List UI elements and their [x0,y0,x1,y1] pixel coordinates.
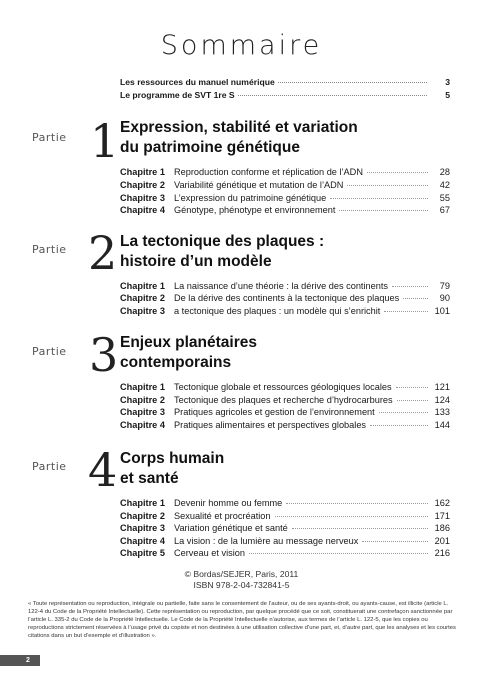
part-number: 2 [88,226,118,280]
chapter-entry[interactable]: Chapitre 1 Reproduction conforme et réplication de l’ADN 28 [120,167,450,177]
part-title: La tectonique des plaques : histoire d’un modèle [120,233,325,270]
chapter-entry[interactable]: Chapitre 2 Sexualité et procréation 171 [120,511,450,521]
copyright: © Bordas/SEJER, Paris, 2011 [184,569,299,579]
part-number: 4 [88,443,118,497]
isbn: ISBN 978-2-04-732841-5 [193,580,290,590]
partie-label: Partie [32,460,67,473]
partie-label: Partie [32,131,67,144]
partie-label: Partie [32,345,67,358]
intro-line[interactable] [120,90,450,100]
part-title: Enjeux planétaires contemporains [120,334,257,371]
dot-leader [278,82,427,83]
part-title: Expression, stabilité et variation du patrimoine génétique [120,119,358,156]
legal-notice: « Toute représentation ou reproduction, intégrale ou partielle, faite sans le consentement de l’auteur, ou de ses ayants-droit, ou ayants-cause, est illicite (article L. 122-4 du Code de la Propriété Intellectuelle). Cette représentation ou reproduction, par quelque procédé que ce soit, constituerait une contrefaçon sanctionnée par l’article L. 335-2 du Code de la Propriété Intellectuelle. Le Code de la Propriété Intellectuelle n’autorise, aux termes de l’article L. 122-5, que les copies ou reproductions strictement réservées à l’usage privé du copiste et non destinées à une utilisation collective d’une part, et, d’autre part, que les analyses et les courtes citations dans un but d’exemple et d’illustration ». [28,601,456,639]
partie-label: Partie [32,243,67,256]
chapter-entry[interactable]: Chapitre 4 La vision : de la lumière au message nerveux 201 [120,536,450,546]
chapter-entry[interactable]: Chapitre 3 L’expression du patrimoine génétique 55 [120,193,450,203]
chapter-entry[interactable]: Chapitre 3 a tectonique des plaques : un modèle qui s’enrichit 101 [120,306,450,316]
part-number: 1 [90,114,120,168]
chapter-entry[interactable]: Chapitre 2 Tectonique des plaques et recherche d’hydrocarbures 124 [120,395,450,405]
chapter-entry[interactable]: Chapitre 2 De la dérive des continents à la tectonique des plaques 90 [120,293,450,303]
page-number-badge: 2 [0,655,40,666]
part-title: Corps humain et santé [120,450,225,487]
chapter-entry[interactable]: Chapitre 3 Variation génétique et santé 186 [120,523,450,533]
page-title: Sommaire [160,30,323,61]
intro-page: 3 [445,77,450,87]
chapter-entry[interactable]: Chapitre 4 Génotype, phénotype et environnement 67 [120,205,450,215]
chapter-entry[interactable]: Chapitre 1 Tectonique globale et ressources géologiques locales 121 [120,382,450,392]
chapter-entry[interactable]: Chapitre 3 Pratiques agricoles et gestion de l’environnement 133 [120,407,450,417]
chapter-entry[interactable]: Chapitre 4 Pratiques alimentaires et perspectives globales 144 [120,420,450,430]
chapter-entry[interactable]: Chapitre 2 Variabilité génétique et mutation de l’ADN 42 [120,180,450,190]
part-number: 3 [89,328,119,382]
intro-label: Le programme de SVT 1re S [120,90,235,100]
intro-line[interactable] [120,77,450,87]
chapter-entry[interactable]: Chapitre 5 Cerveau et vision 216 [120,548,450,558]
intro-label: Les ressources du manuel numérique [120,77,275,87]
chapter-entry[interactable]: Chapitre 1 La naissance d’une théorie : la dérive des continents 79 [120,281,450,291]
dot-leader [238,95,427,96]
chapter-entry[interactable]: Chapitre 1 Devenir homme ou femme 162 [120,498,450,508]
intro-page: 5 [445,90,450,100]
